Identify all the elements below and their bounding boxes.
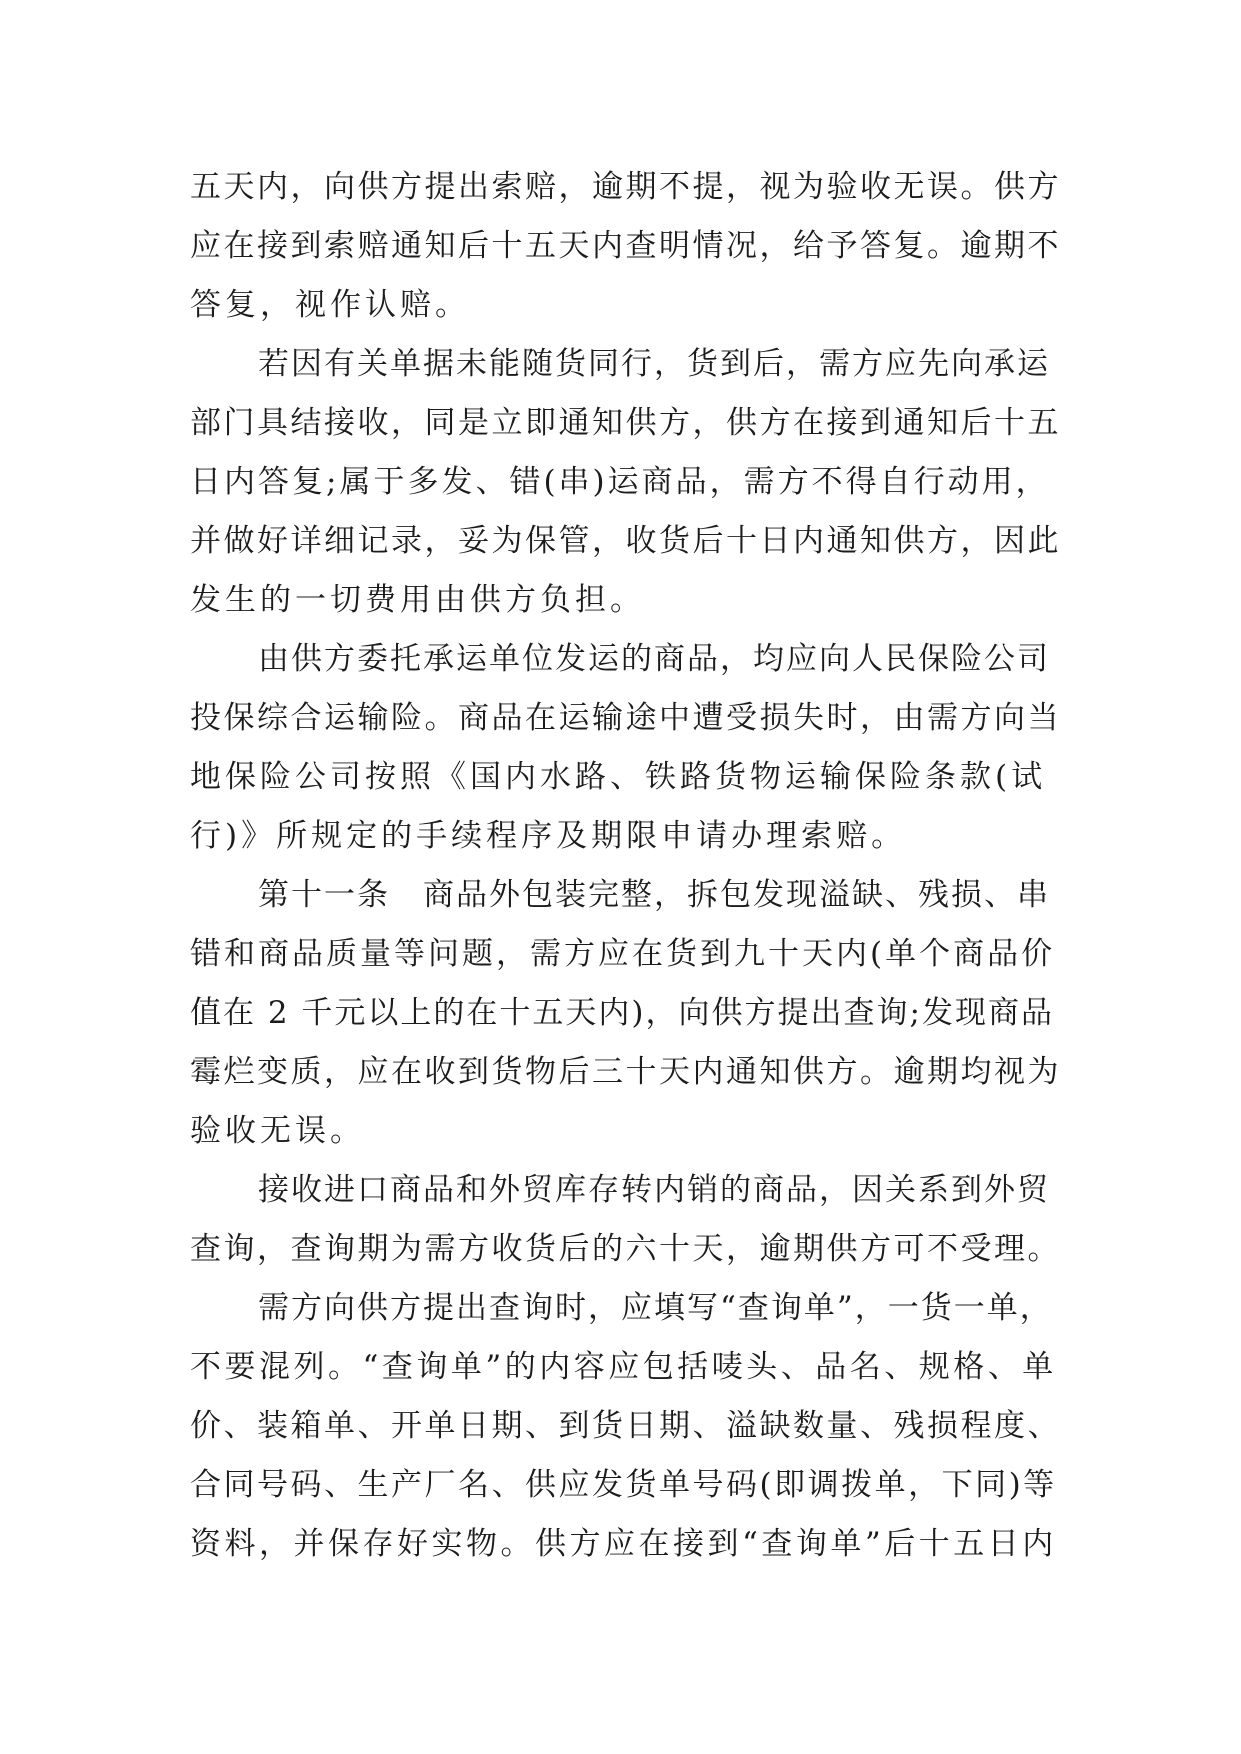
paragraph-inquiry-form bbox=[190, 1279, 1060, 1574]
text-line: 若因有关单据未能随货同行，货到后，需方应先向承运 bbox=[258, 346, 1050, 382]
text-line: 行)》所规定的手续程序及期限申请办理索赔。 bbox=[190, 818, 907, 854]
text-line: 需方向供方提出查询时，应填写“查询单”，一货一单， bbox=[258, 1290, 1053, 1326]
text-line: 日内答复;属于多发、错(串)运商品，需方不得自行动用， bbox=[190, 464, 1050, 500]
text-line: 投保综合运输险。商品在运输途中遭受损失时，由需方向当 bbox=[190, 700, 1061, 736]
text-line: 答复，视作认赔。 bbox=[190, 287, 470, 323]
text-line: 接收进口商品和外贸库存转内销的商品，因关系到外贸 bbox=[258, 1172, 1050, 1208]
text-line: 价、装箱单、开单日期、到货日期、溢缺数量、残损程度、 bbox=[190, 1408, 1061, 1444]
text-line: 并做好详细记录，妥为保管，收货后十日内通知供方，因此 bbox=[190, 523, 1061, 559]
text-line: 霉烂变质，应在收到货物后三十天内通知供方。逾期均视为 bbox=[190, 1054, 1061, 1090]
text-line: 值在 2 千元以上的在十五天内)，向供方提出查询;发现商品 bbox=[190, 995, 1054, 1031]
paragraph-claim-deadline bbox=[190, 158, 1060, 335]
text-line: 由供方委托承运单位发运的商品，均应向人民保险公司 bbox=[258, 641, 1050, 677]
document-body bbox=[190, 158, 1060, 1574]
text-line: 验收无误。 bbox=[190, 1113, 365, 1149]
text-line: 发生的一切费用由供方负担。 bbox=[190, 582, 645, 618]
paragraph-transport-insurance bbox=[190, 630, 1060, 866]
text-line: 部门具结接收，同是立即通知供方，供方在接到通知后十五 bbox=[190, 405, 1061, 441]
paragraph-imported-goods bbox=[190, 1161, 1060, 1279]
text-line: 错和商品质量等问题，需方应在货到九十天内(单个商品价 bbox=[190, 936, 1056, 972]
text-line: 资料，并保存好实物。供方应在接到“查询单”后十五日内 bbox=[190, 1526, 1057, 1562]
text-line: 不要混列。“查询单”的内容应包括唛头、品名、规格、单 bbox=[190, 1349, 1057, 1385]
text-line: 合同号码、生产厂名、供应发货单号码(即调拨单，下同)等 bbox=[190, 1467, 1057, 1503]
text-line: 五天内，向供方提出索赔，逾期不提，视为验收无误。供方 bbox=[190, 169, 1061, 205]
paragraph-missing-documents bbox=[190, 335, 1060, 630]
text-line: 应在接到索赔通知后十五天内查明情况，给予答复。逾期不 bbox=[190, 228, 1061, 264]
text-line: 第十一条 商品外包装完整，拆包发现溢缺、残损、串 bbox=[258, 877, 1050, 913]
text-line: 地保险公司按照《国内水路、铁路货物运输保险条款(试 bbox=[190, 759, 1047, 795]
paragraph-article-eleven bbox=[190, 866, 1060, 1161]
text-line: 查询，查询期为需方收货后的六十天，逾期供方可不受理。 bbox=[190, 1231, 1061, 1267]
